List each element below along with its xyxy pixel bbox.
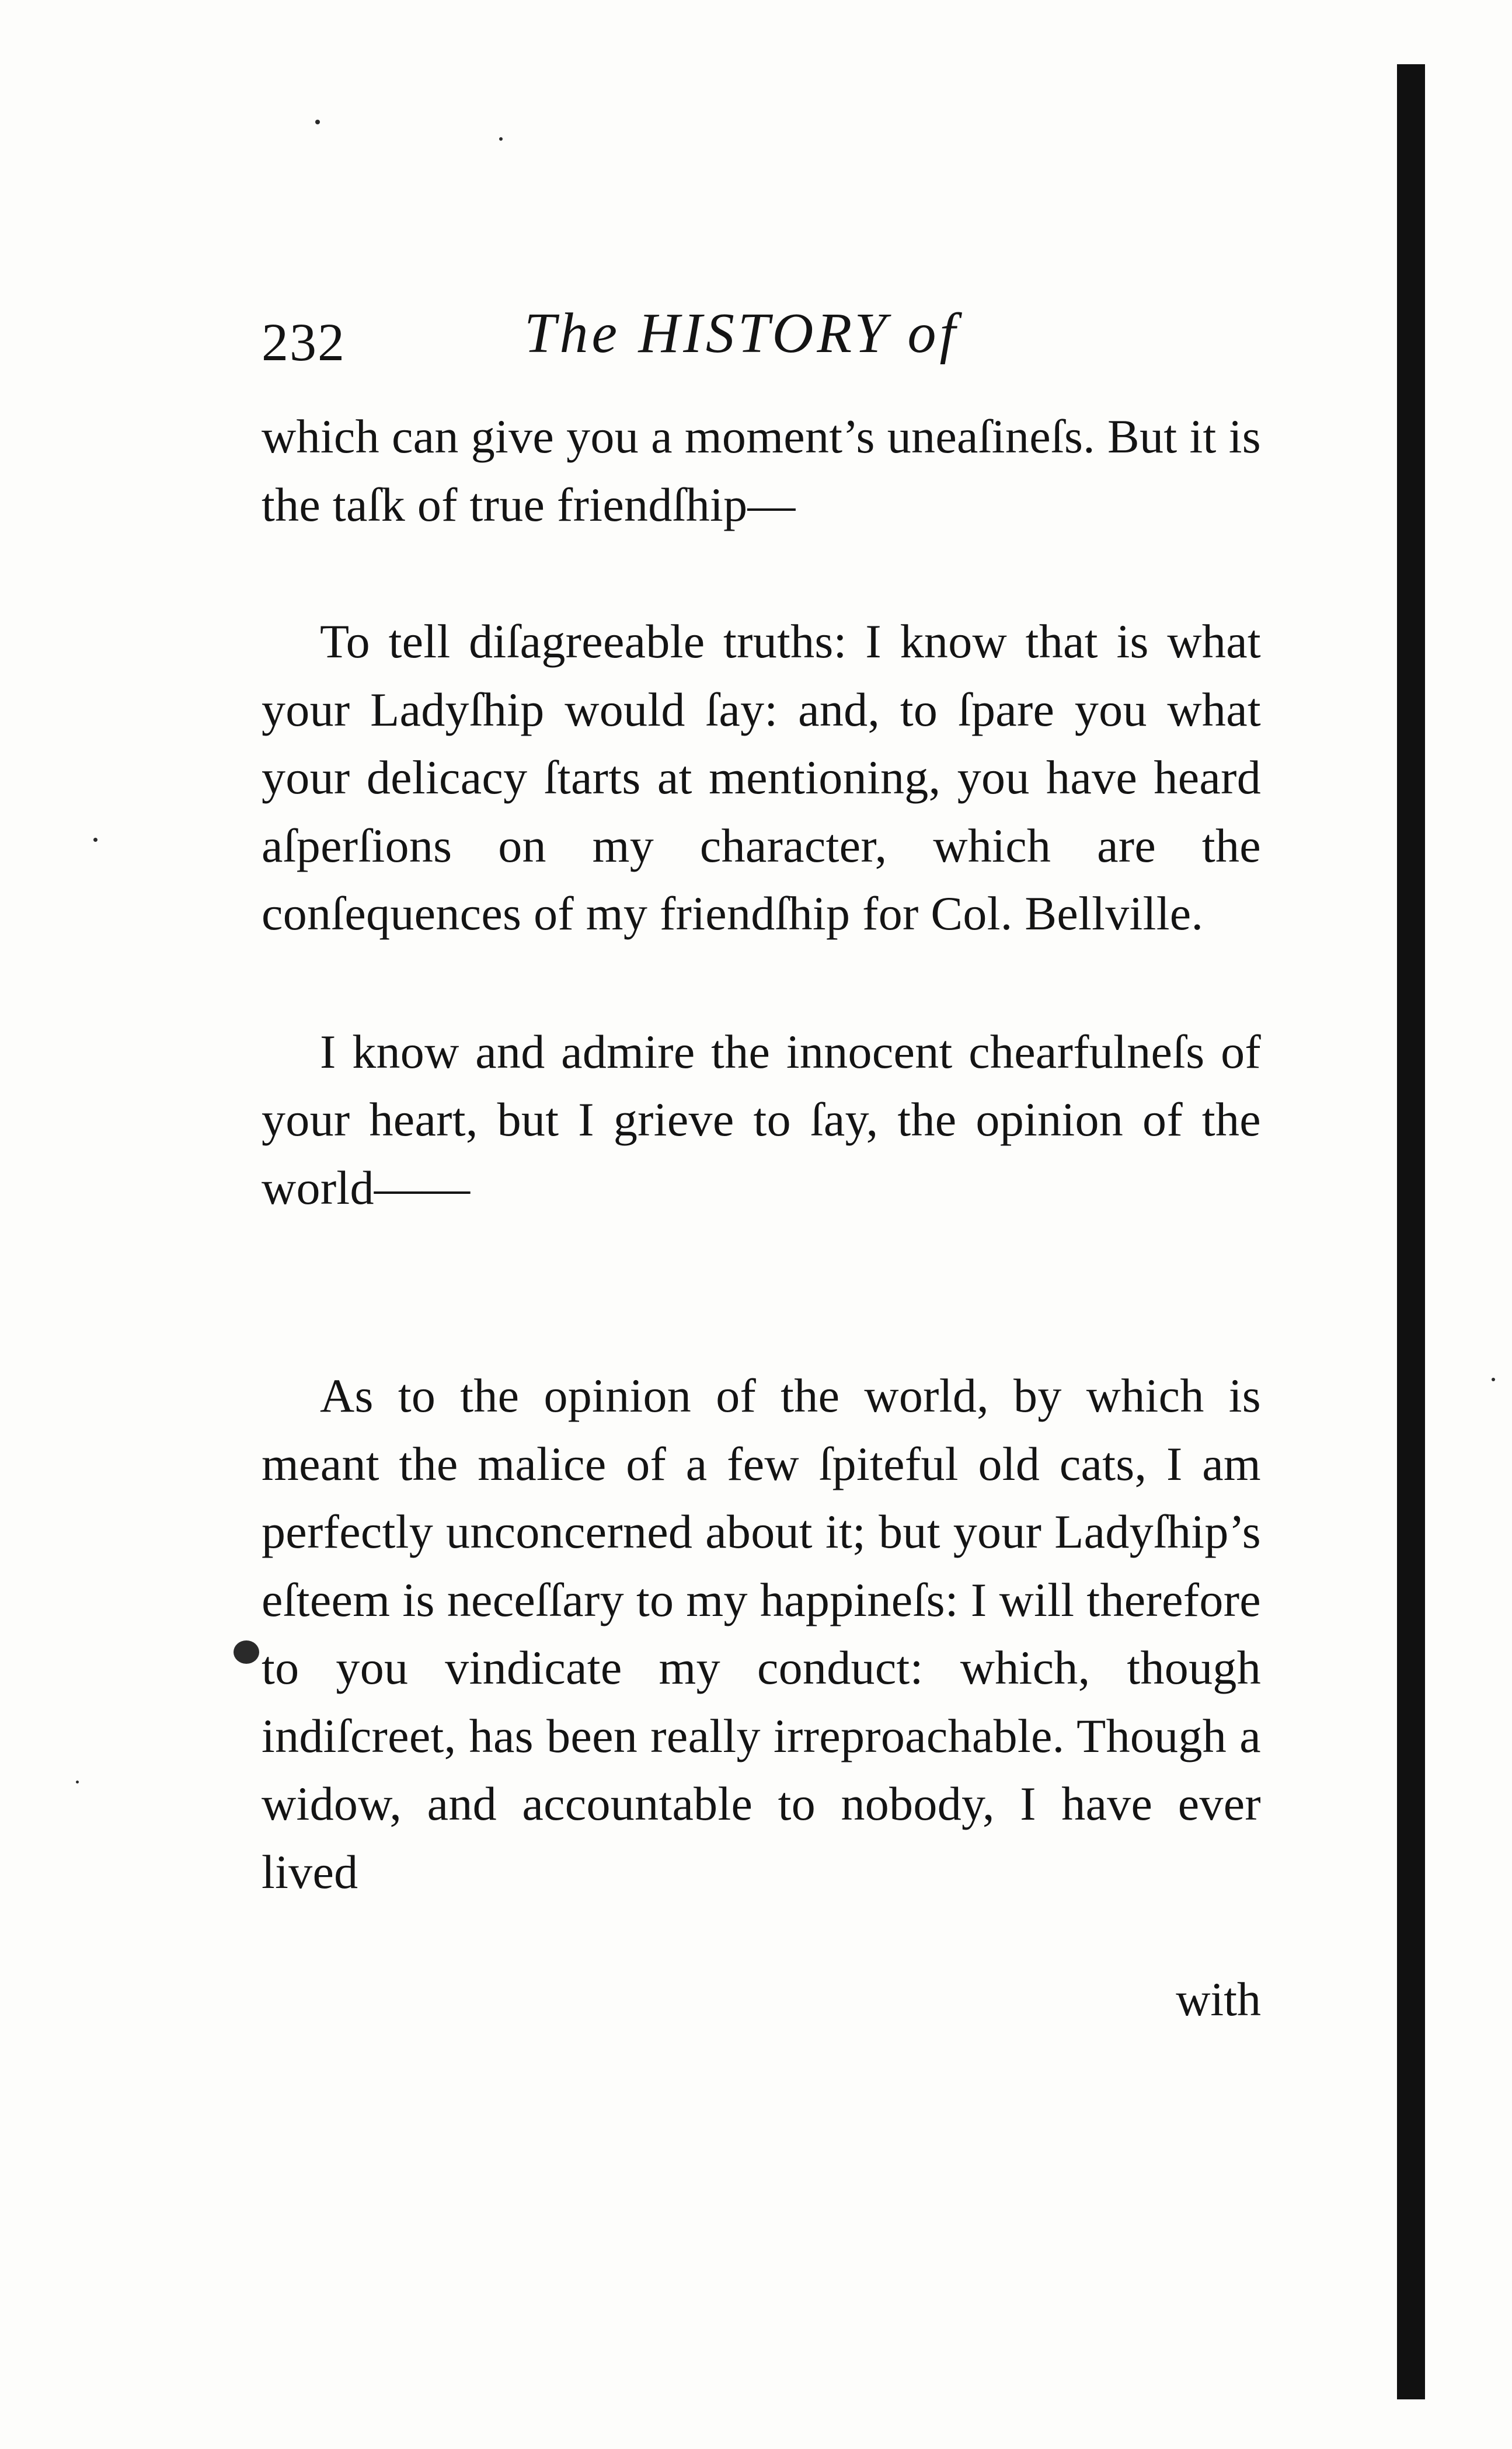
ink-speck: [315, 120, 320, 124]
ink-speck: [499, 137, 503, 141]
paragraph: As to the opinion of the world, by which is meant the malice of a few ſpiteful old cats, I am perfectly unconcerned about it; but your Ladyſhip’s eſteem is neceſſary to my happineſs: I will therefore to you vindicate my conduct: which, though indiſcreet, has been really irreproachable. Though a widow, and accountable to nobody, I have ever lived: [262, 1369, 1261, 1898]
ink-speck: [234, 1640, 259, 1664]
paragraph: To tell diſagreeable truths: I know that is what your Ladyſhip would ſay: and, to ſpare you what your delicacy ſtarts at mentioning, you have heard aſperſions on my character, which are the conſequences of my friendſhip for Col. Bellville.: [262, 615, 1261, 940]
page-header: [262, 301, 1266, 377]
ink-speck: [93, 838, 97, 842]
page-number: 232: [262, 312, 346, 372]
ink-speck: [76, 1781, 79, 1783]
paragraph: which can give you a moment’s uneaſineſs. But it is the taſk of true friendſhip—: [262, 410, 1261, 531]
body-text: [262, 403, 1261, 1906]
ink-speck: [1492, 1378, 1495, 1381]
binding-edge: [1397, 64, 1425, 2399]
catchword: with: [1176, 1973, 1261, 2026]
running-title: The HISTORY of: [524, 302, 959, 365]
paragraph: I know and admire the innocent chearfulneſs of your heart, but I grieve to ſay, the opinion of the world——: [262, 1025, 1261, 1214]
